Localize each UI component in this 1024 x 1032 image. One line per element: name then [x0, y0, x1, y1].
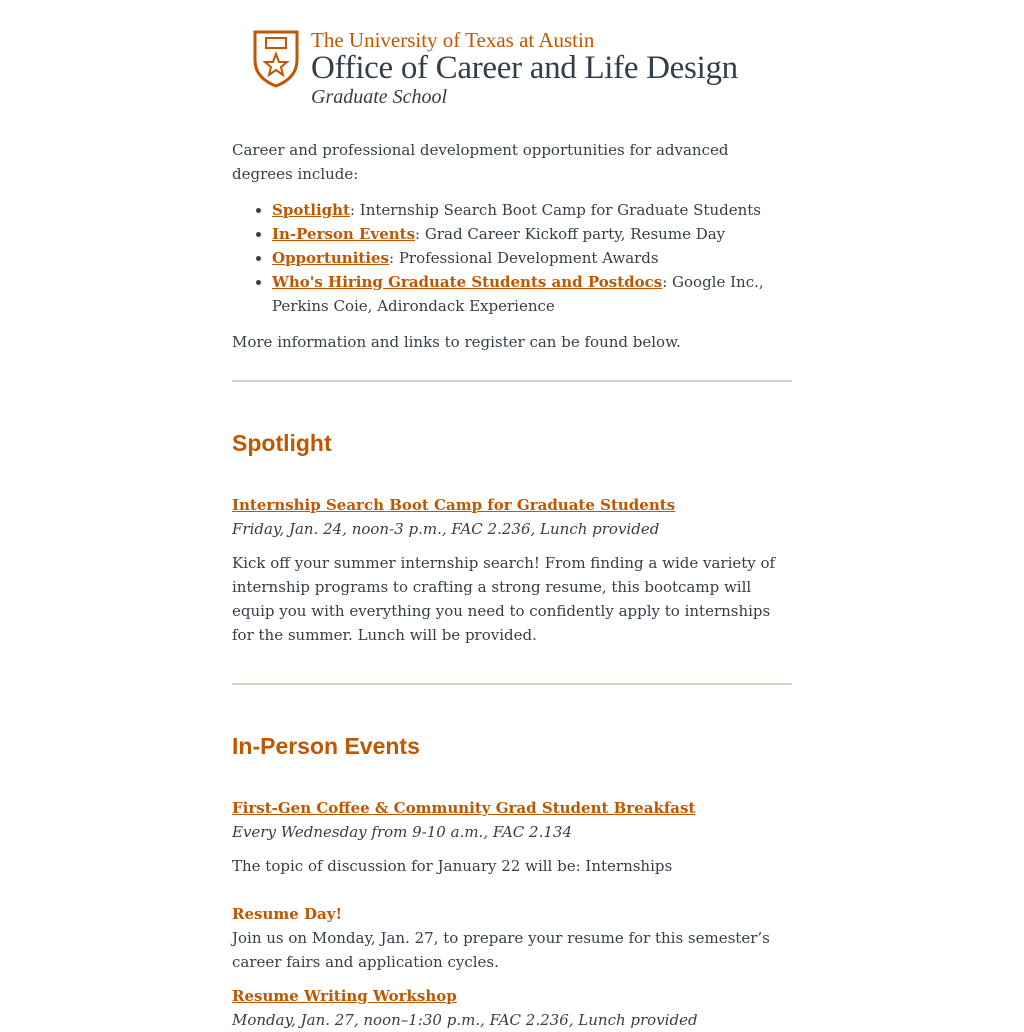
bootcamp-link[interactable]: Internship Search Boot Camp for Graduate Students: [232, 496, 676, 514]
list-item: • Opportunities: Professional Development Awards: [272, 246, 772, 270]
resume-day-title: Resume Day!: [232, 905, 343, 923]
list-item: • In-Person Events: Grad Career Kickoff party, Resume Day: [272, 222, 772, 246]
more-info-text: More information and links to register can be found below.: [232, 333, 681, 351]
in-person-events-link[interactable]: In-Person Events: [272, 225, 416, 243]
list-item: • Who's Hiring Graduate Students and Postdocs: Google Inc., Perkins Coie, Adirondack Experience: [272, 270, 772, 318]
first-gen-meta: Every Wednesday from 9-10 a.m., FAC 2.134: [232, 823, 572, 841]
summary-list: [232, 198, 772, 318]
header-logo: [253, 28, 773, 112]
first-gen-description: The topic of discussion for January 22 will be: Internships: [232, 857, 673, 875]
bootcamp-description: Kick off your summer internship search! From finding a wide variety of internship programs to crafting a strong resume, this bootcamp will equip you with everything you need to confidently apply to internships for the summer. Lunch will be provided.: [232, 554, 776, 644]
resume-day-description: Join us on Monday, Jan. 27, to prepare your resume for this semester’s career fairs and application cycles.: [232, 929, 770, 971]
bootcamp-meta: Friday, Jan. 24, noon-3 p.m., FAC 2.236, Lunch provided: [232, 520, 660, 538]
divider: [232, 683, 792, 685]
first-gen-breakfast-link[interactable]: First-Gen Coffee & Community Grad Student Breakfast: [232, 799, 696, 817]
in-person-heading: In-Person Events: [232, 733, 420, 759]
list-item: • Spotlight: Internship Search Boot Camp for Graduate Students: [272, 198, 772, 222]
resume-workshop-meta: Monday, Jan. 27, noon–1:30 p.m., FAC 2.236, Lunch provided: [232, 1011, 698, 1029]
opportunities-link[interactable]: Opportunities: [272, 249, 390, 267]
ut-shield-icon: [253, 30, 299, 88]
office-name: Office of Career and Life Design: [311, 50, 738, 86]
whos-hiring-link[interactable]: Who's Hiring Graduate Students and Postdocs: [272, 273, 663, 291]
intro-text: Career and professional development opportunities for advanced degrees include:: [232, 141, 729, 183]
spotlight-heading: Spotlight: [232, 430, 332, 456]
divider: [232, 380, 792, 382]
resume-workshop-link[interactable]: Resume Writing Workshop: [232, 987, 457, 1005]
spotlight-link[interactable]: Spotlight: [272, 201, 350, 219]
university-name: The University of Texas at Austin: [311, 28, 595, 52]
school-name: Graduate School: [311, 86, 448, 108]
